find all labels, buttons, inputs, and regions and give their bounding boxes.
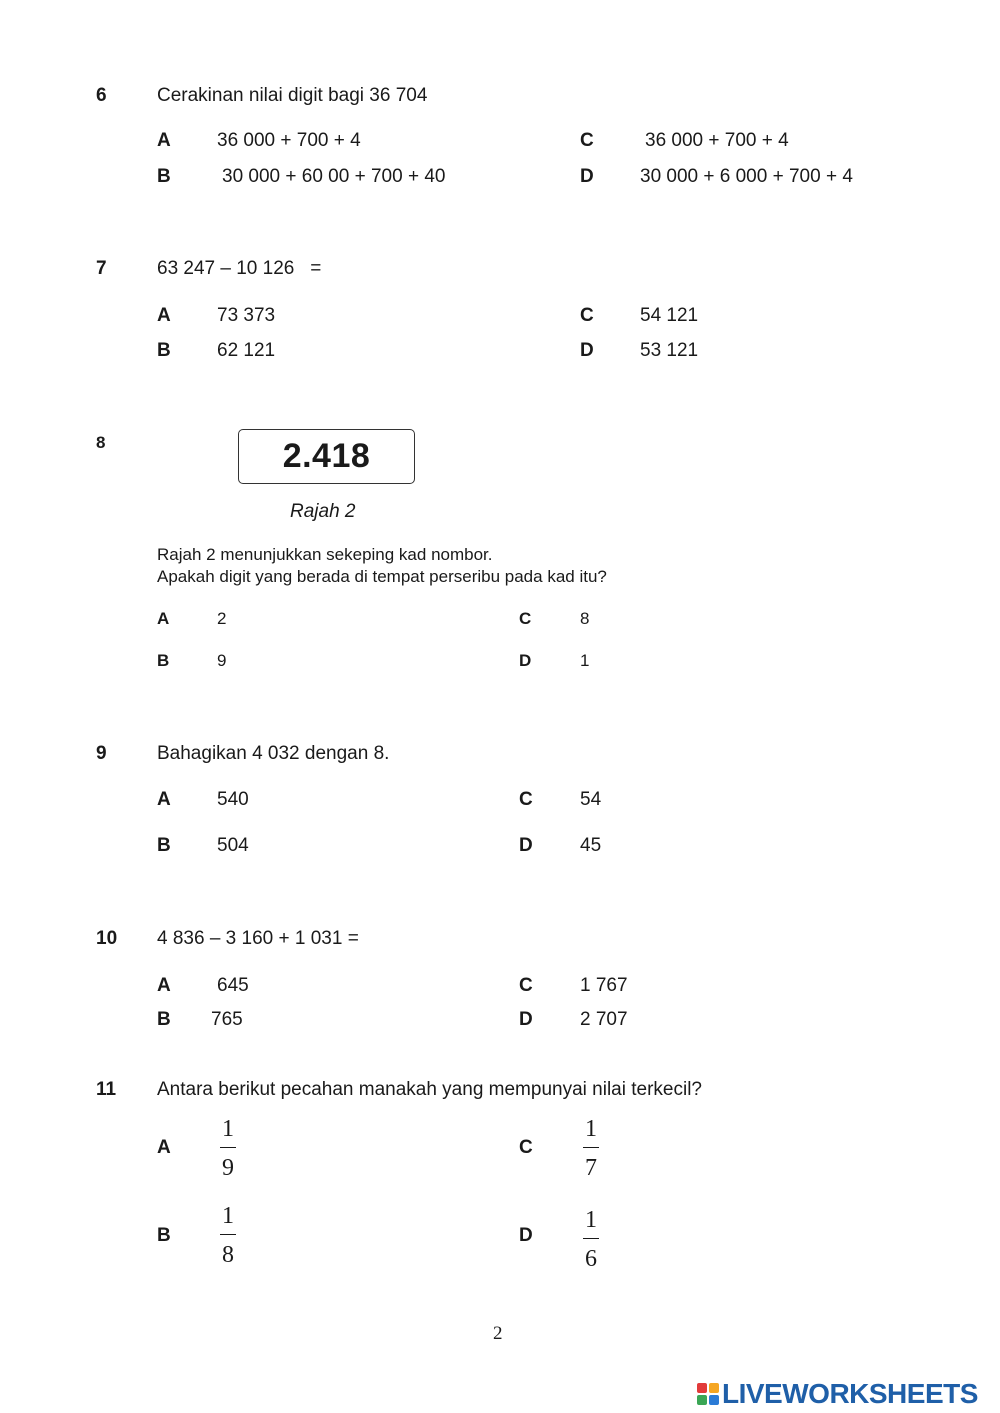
figure-caption: Rajah 2 xyxy=(290,501,356,522)
option-value[interactable]: 8 xyxy=(580,609,590,628)
fraction-numerator: 1 xyxy=(222,1203,234,1229)
fraction-numerator: 1 xyxy=(585,1116,597,1142)
brand-square xyxy=(709,1395,719,1405)
option-letter: B xyxy=(157,340,171,361)
option-value[interactable]: 1 xyxy=(580,651,590,670)
option-letter: D xyxy=(519,651,532,670)
option-value[interactable]: 53 121 xyxy=(640,340,699,361)
option-value[interactable]: 9 xyxy=(217,651,227,670)
option-value[interactable]: 765 xyxy=(211,1009,243,1030)
brand-text: LIVEWORKSHEETS xyxy=(722,1378,978,1409)
question-number: 6 xyxy=(96,85,107,106)
question-number: 11 xyxy=(96,1079,117,1100)
option-value[interactable]: 30 000 + 6 000 + 700 + 4 xyxy=(640,166,853,187)
fraction-option[interactable] xyxy=(218,1204,238,1267)
option-letter: C xyxy=(580,305,594,326)
option-value[interactable]: 54 xyxy=(580,789,602,810)
fraction-bar xyxy=(583,1238,599,1239)
number-card: 2.418 xyxy=(238,429,415,484)
option-value[interactable]: 1 767 xyxy=(580,975,628,996)
option-letter: D xyxy=(580,166,594,187)
option-letter: D xyxy=(519,1009,533,1030)
fraction-denominator: 6 xyxy=(585,1246,597,1273)
page-number: 2 xyxy=(493,1323,503,1344)
option-value[interactable]: 73 373 xyxy=(217,305,276,326)
option-value[interactable]: 504 xyxy=(217,835,249,856)
fraction-option[interactable] xyxy=(581,1208,601,1271)
liveworksheets-logo[interactable] xyxy=(697,1378,978,1410)
option-letter: B xyxy=(157,1009,171,1030)
question-text: Rajah 2 menunjukkan sekeping kad nombor. xyxy=(157,545,493,564)
brand-square xyxy=(709,1383,719,1393)
option-letter: B xyxy=(157,1225,171,1246)
question-text: Apakah digit yang berada di tempat perseribu pada kad itu? xyxy=(157,567,607,586)
fraction-bar xyxy=(220,1234,236,1235)
option-letter: D xyxy=(580,340,594,361)
option-letter: A xyxy=(157,789,171,810)
brand-squares-icon xyxy=(697,1383,719,1405)
option-letter: C xyxy=(519,789,533,810)
option-value[interactable]: 540 xyxy=(217,789,249,810)
fraction-denominator: 8 xyxy=(222,1242,234,1269)
question-text: Bahagikan 4 032 dengan 8. xyxy=(157,743,390,764)
option-value[interactable]: 645 xyxy=(217,975,249,996)
option-letter: B xyxy=(157,166,171,187)
option-value[interactable]: 30 000 + 60 00 + 700 + 40 xyxy=(222,166,446,187)
option-letter: A xyxy=(157,609,170,628)
question-text: Cerakinan nilai digit bagi 36 704 xyxy=(157,85,428,106)
option-value[interactable]: 54 121 xyxy=(640,305,699,326)
option-letter: B xyxy=(157,651,170,670)
fraction-denominator: 9 xyxy=(222,1155,234,1182)
fraction-bar xyxy=(220,1147,236,1148)
fraction-numerator: 1 xyxy=(222,1116,234,1142)
question-number: 9 xyxy=(96,743,107,764)
question-text: Antara berikut pecahan manakah yang mempunyai nilai terkecil? xyxy=(157,1079,702,1100)
option-letter: C xyxy=(519,1137,533,1158)
question-number: 7 xyxy=(96,258,107,279)
option-letter: A xyxy=(157,305,171,326)
brand-square xyxy=(697,1395,707,1405)
option-letter: D xyxy=(519,1225,533,1246)
question-text: 4 836 – 3 160 + 1 031 = xyxy=(157,928,359,949)
option-letter: B xyxy=(157,835,171,856)
fraction-numerator: 1 xyxy=(585,1207,597,1233)
option-value[interactable]: 62 121 xyxy=(217,340,276,361)
brand-square xyxy=(697,1383,707,1393)
option-value[interactable]: 45 xyxy=(580,835,602,856)
question-number: 8 xyxy=(96,433,106,452)
option-letter: A xyxy=(157,130,171,151)
option-letter: C xyxy=(519,975,533,996)
fraction-option[interactable] xyxy=(581,1117,601,1180)
option-letter: A xyxy=(157,1137,171,1158)
question-text: 63 247 – 10 126 = xyxy=(157,258,322,279)
option-letter: A xyxy=(157,975,171,996)
option-letter: C xyxy=(519,609,532,628)
option-value[interactable]: 2 xyxy=(217,609,227,628)
option-letter: C xyxy=(580,130,594,151)
option-value[interactable]: 2 707 xyxy=(580,1009,628,1030)
fraction-option[interactable] xyxy=(218,1117,238,1180)
option-value[interactable]: 36 000 + 700 + 4 xyxy=(217,130,361,151)
fraction-bar xyxy=(583,1147,599,1148)
question-number: 10 xyxy=(96,928,118,949)
option-value[interactable]: 36 000 + 700 + 4 xyxy=(645,130,789,151)
fraction-denominator: 7 xyxy=(585,1155,597,1182)
option-letter: D xyxy=(519,835,533,856)
